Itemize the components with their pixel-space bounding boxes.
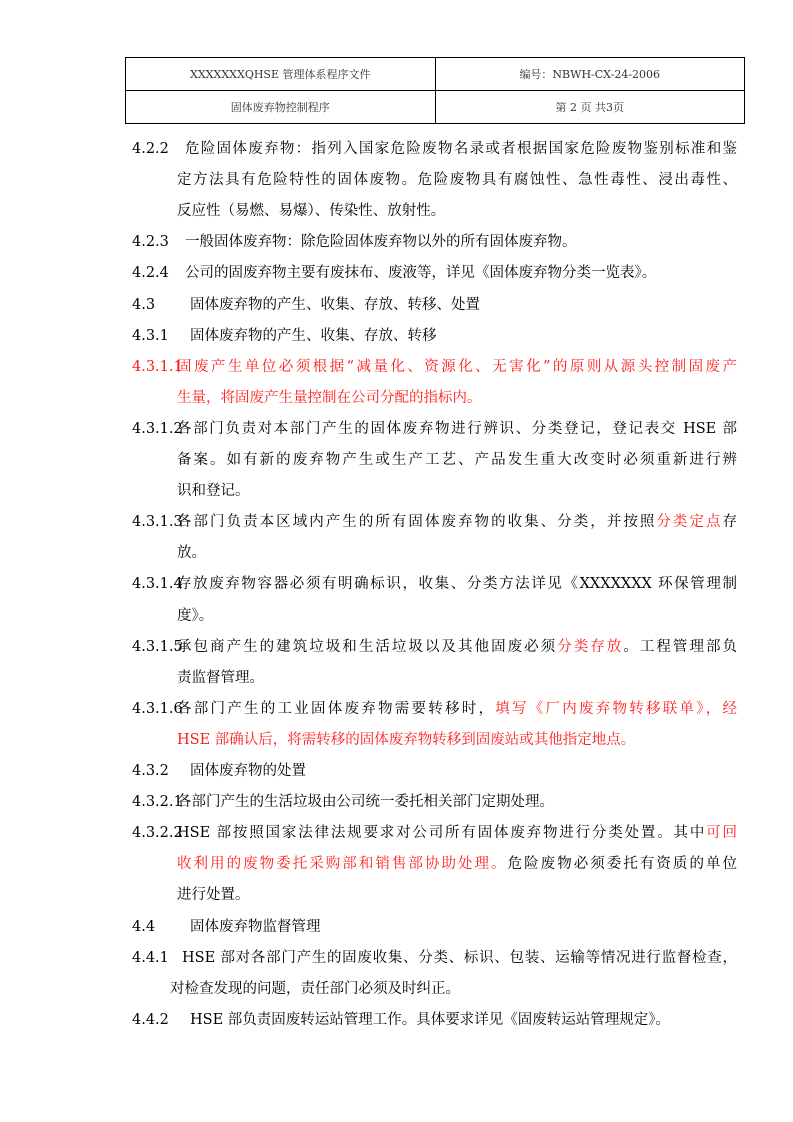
section-number: 4.4.2 xyxy=(132,1011,169,1028)
paragraph-line xyxy=(190,912,321,943)
text-segment: 固体废弃物的处置 xyxy=(190,763,306,779)
paragraph-line xyxy=(177,725,635,756)
section-number: 4.3.1 xyxy=(132,327,169,344)
section-number: 4.4 xyxy=(132,918,156,935)
paragraph-line xyxy=(177,352,737,383)
text-segment: 各部门产生的生活垃圾由公司统一委托相关部门定期处理。 xyxy=(177,794,554,811)
text-segment: 。工程管理部负 xyxy=(623,638,738,655)
doc-system-cell: XXXXXXXQHSE 管理体系程序文件 xyxy=(126,58,436,91)
section-number: 4.4.1 xyxy=(132,949,169,966)
section-number: 4.3 xyxy=(132,296,156,313)
text-segment: 承包商产生的建筑垃圾和生活垃圾以及其他固废必须 xyxy=(177,638,558,655)
section-number: 4.3.2.1 xyxy=(132,794,183,811)
text-segment: 进行处置。 xyxy=(177,887,250,904)
paragraph-line xyxy=(170,974,460,1005)
text-segment: 固体废弃物的产生、收集、存放、转移 xyxy=(190,327,437,344)
highlighted-text: 填写《厂内废弃物转移联单》，经 xyxy=(495,700,737,717)
section-number: 4.2.2 xyxy=(132,141,169,157)
paragraph-line xyxy=(190,756,306,787)
paragraph-line xyxy=(185,258,656,289)
paragraph-line xyxy=(177,538,206,569)
paragraph-line xyxy=(185,227,577,258)
text-segment: 危险固体废弃物：指列入国家危险废物名录或者根据国家危险废物鉴别标准和鉴 xyxy=(185,141,737,157)
paragraph-line xyxy=(177,196,445,227)
doc-number-cell: 编号：NBWH-CX-24-2006 xyxy=(435,58,745,91)
paragraph-line xyxy=(177,383,482,414)
paragraph-line xyxy=(177,663,264,694)
highlighted-text: 分类存放 xyxy=(557,638,624,655)
paragraph-line xyxy=(177,507,737,538)
section-number: 4.3.1.3 xyxy=(132,514,183,531)
text-segment: 存放废弃物容器必须有明确标识，收集、分类方法详见《XXXXXXX 环保管理制 xyxy=(177,576,737,593)
text-segment: 定方法具有危险特性的固体废物。危险废物具有腐蚀性、急性毒性、浸出毒性、 xyxy=(177,172,737,189)
paragraph-line xyxy=(190,321,437,352)
doc-title-cell: 固体废弃物控制程序 xyxy=(126,91,436,124)
text-segment: HSE 部按照国家法律法规要求对公司所有固体废弃物进行分类处置。其中 xyxy=(177,825,707,842)
section-number: 4.3.1.5 xyxy=(132,638,183,655)
paragraph-line xyxy=(177,476,250,507)
text-segment: 公司的固废弃物主要有废抹布、废液等，详见《固体废弃物分类一览表》。 xyxy=(185,265,657,282)
text-segment: 放。 xyxy=(177,545,206,562)
paragraph-line xyxy=(177,445,737,476)
paragraph-line xyxy=(177,569,737,600)
highlighted-text: 生量，将固废产生量控制在公司分配的指标内。 xyxy=(177,389,482,406)
text-segment: HSE 部负责固废转运站管理工作。具体要求详见《固废转运站管理规定》。 xyxy=(190,1011,671,1028)
text-segment: 危险废物必须委托有资质的单位 xyxy=(507,856,738,873)
section-number: 4.3.2.2 xyxy=(132,825,183,842)
paragraph-line xyxy=(177,165,737,196)
paragraph-line xyxy=(185,134,737,165)
paragraph-line xyxy=(190,290,480,321)
text-segment: 度》。 xyxy=(177,607,214,624)
paragraph-line xyxy=(177,414,737,445)
highlighted-text: 收利用的废物委托采购部和销售部协助处理。 xyxy=(177,856,508,873)
section-number: 4.2.4 xyxy=(132,265,169,282)
section-number: 4.3.2 xyxy=(132,763,169,779)
text-segment: 识和登记。 xyxy=(177,483,250,500)
paragraph-line xyxy=(177,632,737,663)
paragraph-line xyxy=(190,1005,670,1036)
highlighted-text: HSE 部确认后，将需转移的固体废弃物转移到固废站或其他指定地点。 xyxy=(177,731,636,748)
paragraph-line xyxy=(182,943,737,974)
section-number: 4.3.1.4 xyxy=(132,576,183,593)
document-header-table xyxy=(125,57,745,124)
highlighted-text: 分类定点 xyxy=(656,514,723,531)
section-number: 4.3.1.2 xyxy=(132,420,183,437)
highlighted-text: 可回 xyxy=(706,825,737,842)
text-segment: 一般固体废弃物：除危险固体废弃物以外的所有固体废弃物。 xyxy=(185,234,577,251)
paragraph-line xyxy=(177,601,213,632)
paragraph-line xyxy=(177,787,554,818)
text-segment: HSE 部对各部门产生的固废收集、分类、标识、包装、运输等情况进行监督检查， xyxy=(182,949,737,966)
text-segment: 存 xyxy=(722,514,738,531)
text-segment: 各部门负责对本部门产生的固体废弃物进行辨识、分类登记，登记表交 HSE 部 xyxy=(177,420,737,437)
section-number: 4.3.1.6 xyxy=(132,700,183,717)
paragraph-line xyxy=(177,694,737,725)
text-segment: 各部门产生的工业固体废弃物需要转移时， xyxy=(177,700,496,717)
paragraph-line xyxy=(177,880,250,911)
text-segment: 对检查发现的问题，责任部门必须及时纠正。 xyxy=(170,980,460,997)
text-segment: 固体废弃物监督管理 xyxy=(190,918,321,935)
section-number: 4.2.3 xyxy=(132,234,169,251)
text-segment: 各部门负责本区域内产生的所有固体废弃物的收集、分类，并按照 xyxy=(177,514,657,531)
paragraph-line xyxy=(177,818,737,849)
highlighted-text: 固废产生单位必须根据“减量化、资源化、无害化”的原则从源头控制固废产 xyxy=(177,358,737,375)
text-segment: 固体废弃物的产生、收集、存放、转移、处置 xyxy=(190,296,480,313)
text-segment: 责监督管理。 xyxy=(177,669,264,686)
text-segment: 反应性（易燃、易爆）、传染性、放射性。 xyxy=(177,203,446,220)
page-info-cell: 第 2 页 共3页 xyxy=(435,91,745,124)
paragraph-line xyxy=(177,849,737,880)
section-number: 4.3.1.1 xyxy=(132,358,183,375)
text-segment: 备案。如有新的废弃物产生或生产工艺、产品发生重大改变时必须重新进行辨 xyxy=(177,452,737,468)
